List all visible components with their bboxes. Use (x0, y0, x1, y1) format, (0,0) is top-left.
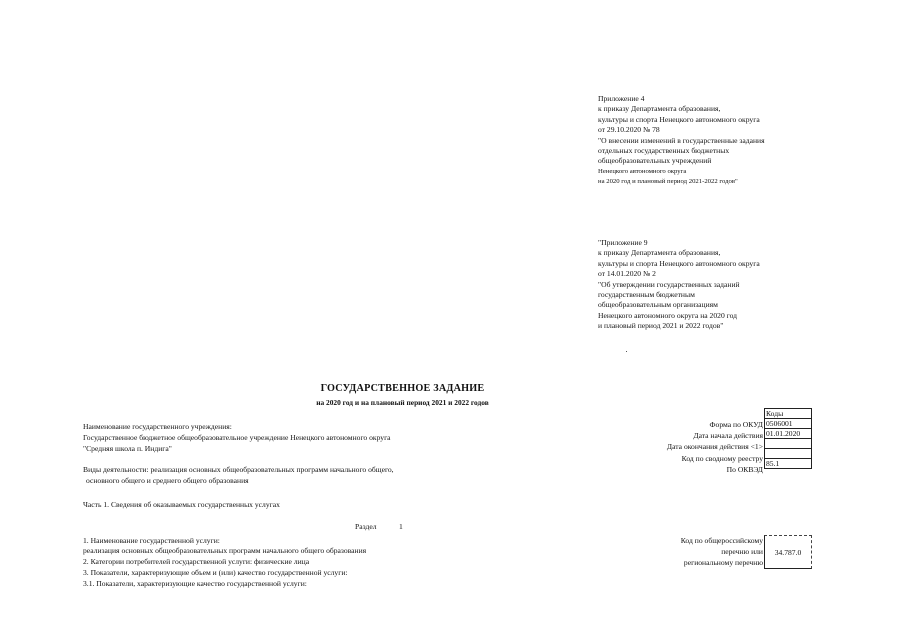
start-date-value: 01.01.2020 (765, 429, 812, 439)
stray-dot (626, 351, 627, 352)
annex-4-line: культуры и спорта Ненецкого автономного округа (598, 114, 760, 124)
registry-code-box (764, 535, 812, 569)
section-number: 1 (399, 522, 403, 531)
annex-9-line: государственным бюджетным (598, 289, 695, 299)
registry-code-label: Код по сводному реестру (681, 454, 763, 463)
activity-line-2: основного общего и среднего общего образования (86, 476, 249, 485)
document-title: ГОСУДАРСТВЕННОЕ ЗАДАНИЕ (320, 383, 485, 394)
part-1-heading: Часть 1. Сведения об оказываемых государственных услугах (83, 500, 280, 509)
annex-4-line: "О внесении изменений в государственные задания (598, 135, 765, 145)
codes-table (764, 408, 812, 469)
end-date-label: Дата окончания действия <1> (666, 442, 763, 451)
registry-code-value: 34.787.0 (774, 547, 802, 557)
annex-4-block (598, 94, 765, 188)
registry-label-line-2: перечню или (721, 547, 763, 556)
annex-9-line: и плановый период 2021 и 2022 годов" (598, 321, 724, 331)
service-name: реализация основных общеобразовательных программ начального общего образования (83, 546, 367, 555)
section-label: Раздел (355, 522, 377, 531)
annex-4-line: общеобразовательных учреждений (598, 156, 712, 166)
activity-line-1: Виды деятельности: реализация основных общеобразовательных программ начального общего, (83, 465, 394, 474)
institution-short-name: "Средняя школа п. Индига" (83, 444, 172, 453)
annex-4-line: к приказу Департамента образования, (598, 104, 721, 114)
annex-9-line: к приказу Департамента образования, (598, 248, 721, 258)
codes-header: Коды (765, 409, 812, 419)
annex-9-line: культуры и спорта Ненецкого автономного округа (598, 258, 760, 268)
annex-4-line: Приложение 4 (598, 94, 645, 103)
consumer-category: 2. Категории потребителей государственной услуги: физические лица (83, 557, 310, 566)
annex-9-line: "Об утверждении государственных заданий (598, 279, 740, 289)
service-name-label: 1. Наименование государственной услуги: (83, 536, 220, 545)
start-date-label: Дата начала действия (693, 431, 763, 440)
annex-9-block (598, 238, 760, 332)
document-subtitle: на 2020 год и на плановый период 2021 и 2022 годов (316, 398, 489, 407)
annex-4-line: отдельных государственных бюджетных (598, 145, 730, 155)
registry-label-line-3: региональному перечню (683, 558, 763, 567)
registry-code-value (765, 449, 812, 459)
annex-4-line: от 29.10.2020 № 78 (598, 125, 660, 135)
annex-9-line: "Приложение 9 (598, 238, 648, 247)
institution-label: Наименование государственного учреждения: (83, 422, 232, 431)
annex-4-line: Ненецкого автономного округа (598, 167, 687, 175)
annex-9-line: от 14.01.2020 № 2 (598, 269, 656, 279)
okved-value: 85.1 (765, 459, 812, 469)
registry-label-line-1: Код по общероссийскому (680, 536, 763, 545)
quality-indicators: 3.1. Показатели, характеризующие качество государственной услуги: (83, 579, 307, 588)
institution-name: Государственное бюджетное общеобразовательное учреждение Ненецкого автономного округа (83, 433, 391, 442)
okud-label: Форма по ОКУД (709, 420, 763, 429)
annex-9-line: общеобразовательным организациям (598, 300, 718, 310)
volume-quality-indicators: 3. Показатели, характеризующие объем и (или) качество государственной услуги: (83, 568, 348, 577)
annex-9-line: Ненецкого автономного округа на 2020 год (598, 310, 738, 320)
annex-4-line: на 2020 год и плановый период 2021-2022 годов" (598, 178, 738, 186)
okved-label: По ОКВЭД (726, 465, 763, 474)
okud-value: 0506001 (765, 419, 812, 429)
end-date-value (765, 439, 812, 449)
